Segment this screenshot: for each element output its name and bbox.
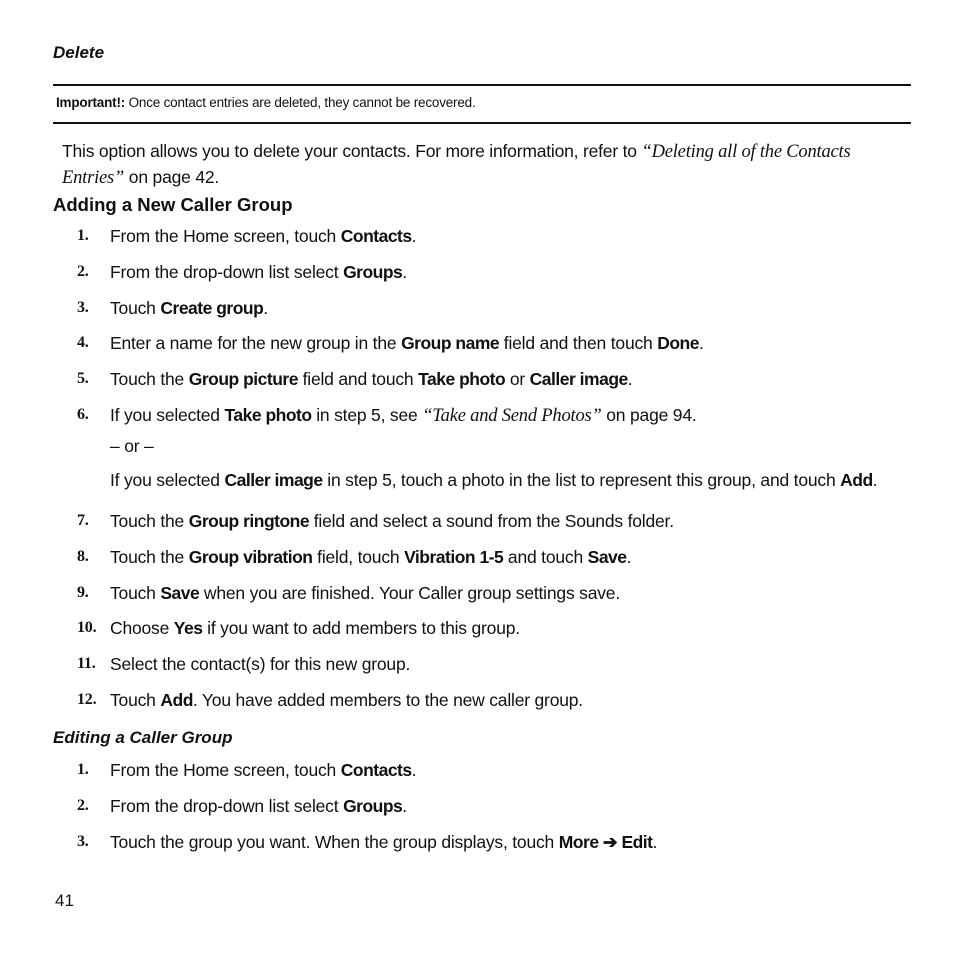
list-item — [0, 796, 954, 820]
step-text-part: If you selected — [110, 470, 225, 490]
step-text — [110, 333, 704, 354]
step-number: 7. — [77, 512, 89, 529]
step-number: 1. — [77, 227, 89, 244]
step-text-part: on page 94. — [601, 405, 697, 425]
step-number: 2. — [77, 263, 89, 280]
step-number: 6. — [77, 406, 89, 423]
step-text — [110, 832, 657, 853]
step-text-part: . — [872, 470, 878, 490]
intro-paragraph — [62, 139, 862, 191]
list-item — [0, 511, 954, 535]
step-text — [110, 583, 620, 604]
step-text-part: in step 5, touch a photo in the list to represent this group, and touch — [322, 470, 841, 490]
step-text — [110, 298, 268, 319]
step-text-part: field and then touch — [499, 333, 658, 353]
ui-term: Caller image — [224, 470, 323, 490]
bottom-rule — [53, 122, 911, 124]
step-text-part: If you selected — [110, 405, 225, 425]
list-item — [0, 654, 954, 678]
ui-term: Contacts — [340, 226, 412, 246]
step-text-part: Touch the — [110, 369, 189, 389]
step-number: 3. — [77, 833, 89, 850]
step-text-part: . — [627, 369, 633, 389]
step-text-part: . — [626, 547, 632, 567]
step-text — [110, 618, 520, 639]
step-text-part: in step 5, see — [311, 405, 423, 425]
step-number: 8. — [77, 548, 89, 565]
step-text-part: From the Home screen, touch — [110, 226, 341, 246]
list-item — [0, 333, 954, 357]
step-text-part: Select the contact(s) for this new group. — [110, 654, 411, 674]
step-number: 12. — [77, 691, 97, 708]
step-text-part: . — [411, 760, 417, 780]
step-number: 1. — [77, 761, 89, 778]
step-number: 11. — [77, 655, 96, 672]
step-text-part: . — [402, 796, 407, 816]
step-text-part: field and touch — [297, 369, 419, 389]
step-text-part: Touch — [110, 583, 161, 603]
ui-term: Contacts — [340, 760, 412, 780]
step-number: 2. — [77, 797, 89, 814]
step-text-part: From the Home screen, touch — [110, 760, 341, 780]
ui-term: Take photo — [224, 405, 312, 425]
step-text — [110, 796, 407, 817]
step-text-part: Choose — [110, 618, 174, 638]
alternative-step-text — [110, 470, 877, 491]
step-text — [110, 690, 583, 711]
ui-term: Add — [840, 470, 873, 490]
step-text — [110, 369, 632, 390]
step-number: 9. — [77, 584, 89, 601]
step-text — [110, 405, 697, 427]
ui-term: Groups — [343, 796, 403, 816]
ui-term: More ➔ Edit — [558, 832, 653, 852]
step-text — [110, 760, 416, 781]
ui-term: Group ringtone — [188, 511, 310, 531]
step-text-part: From the drop-down list select — [110, 796, 344, 816]
step-text — [110, 654, 410, 675]
ui-term: Add — [160, 690, 193, 710]
step-text-part: Touch — [110, 690, 161, 710]
step-text-part: Touch the — [110, 511, 189, 531]
ui-term: Take photo — [418, 369, 506, 389]
important-text: Once contact entries are deleted, they cannot be recovered. — [125, 95, 476, 110]
list-item — [0, 618, 954, 642]
step-text-part: . — [263, 298, 268, 318]
section-heading-delete: Delete — [53, 43, 105, 62]
important-label: Important!: — [56, 95, 126, 110]
step-text-part: if you want to add members to this group. — [202, 618, 520, 638]
ui-term: Save — [587, 547, 627, 567]
step-text-part: . — [652, 832, 658, 852]
step-number: 3. — [77, 299, 89, 316]
ui-term: Groups — [343, 262, 403, 282]
ui-term: Group picture — [188, 369, 298, 389]
step-text — [110, 262, 407, 283]
step-text-part: field, touch — [312, 547, 405, 567]
list-item — [0, 298, 954, 322]
step-text-part: and touch — [503, 547, 588, 567]
step-number: 10. — [77, 619, 97, 636]
step-number: 4. — [77, 334, 89, 351]
intro-after: on page 42. — [124, 167, 220, 187]
intro-reference: “Deleting all of the Contacts Entries” — [62, 142, 851, 188]
step-text-part: . — [411, 226, 417, 246]
list-item — [0, 262, 954, 286]
list-item — [0, 226, 954, 250]
step-text-part: . — [402, 262, 407, 282]
list-item — [0, 583, 954, 607]
step-number: 5. — [77, 370, 89, 387]
step-text-part: Enter a name for the new group in the — [110, 333, 402, 353]
page-number: 41 — [55, 891, 74, 910]
cross-reference: “Take and Send Photos” — [422, 406, 602, 426]
list-item — [0, 832, 954, 856]
important-note — [56, 95, 476, 110]
step-text-part: Touch the group you want. When the group displays, touch — [110, 832, 559, 852]
ui-term: Done — [657, 333, 699, 353]
section-heading-add: Adding a New Caller Group — [53, 194, 293, 215]
step-text-part: From the drop-down list select — [110, 262, 344, 282]
ui-term: Vibration 1-5 — [404, 547, 504, 567]
step-text-part: or — [505, 369, 530, 389]
step-text — [110, 226, 416, 247]
step-text — [110, 511, 674, 532]
section-heading-edit: Editing a Caller Group — [53, 728, 233, 747]
ui-term: Group name — [401, 333, 500, 353]
list-item — [0, 369, 954, 393]
step-text-part: when you are finished. Your Caller group settings save. — [199, 583, 620, 603]
list-item — [0, 760, 954, 784]
list-item — [0, 405, 954, 429]
step-text-part: Touch the — [110, 547, 189, 567]
intro-text: This option allows you to delete your contacts. For more information, refer to — [62, 141, 642, 161]
ui-term: Group vibration — [188, 547, 313, 567]
or-separator: – or – — [110, 436, 154, 456]
ui-term: Create group — [160, 298, 264, 318]
ui-term: Save — [160, 583, 200, 603]
step-text-part: . — [698, 333, 704, 353]
step-text-part: . You have added members to the new caller group. — [192, 690, 583, 710]
step-text-part: Touch — [110, 298, 161, 318]
step-text — [110, 547, 631, 568]
list-item — [0, 547, 954, 571]
ui-term: Yes — [173, 618, 203, 638]
step-text-part: field and select a sound from the Sounds folder. — [309, 511, 674, 531]
top-rule — [53, 84, 911, 86]
list-item — [0, 690, 954, 714]
ui-term: Caller image — [529, 369, 628, 389]
